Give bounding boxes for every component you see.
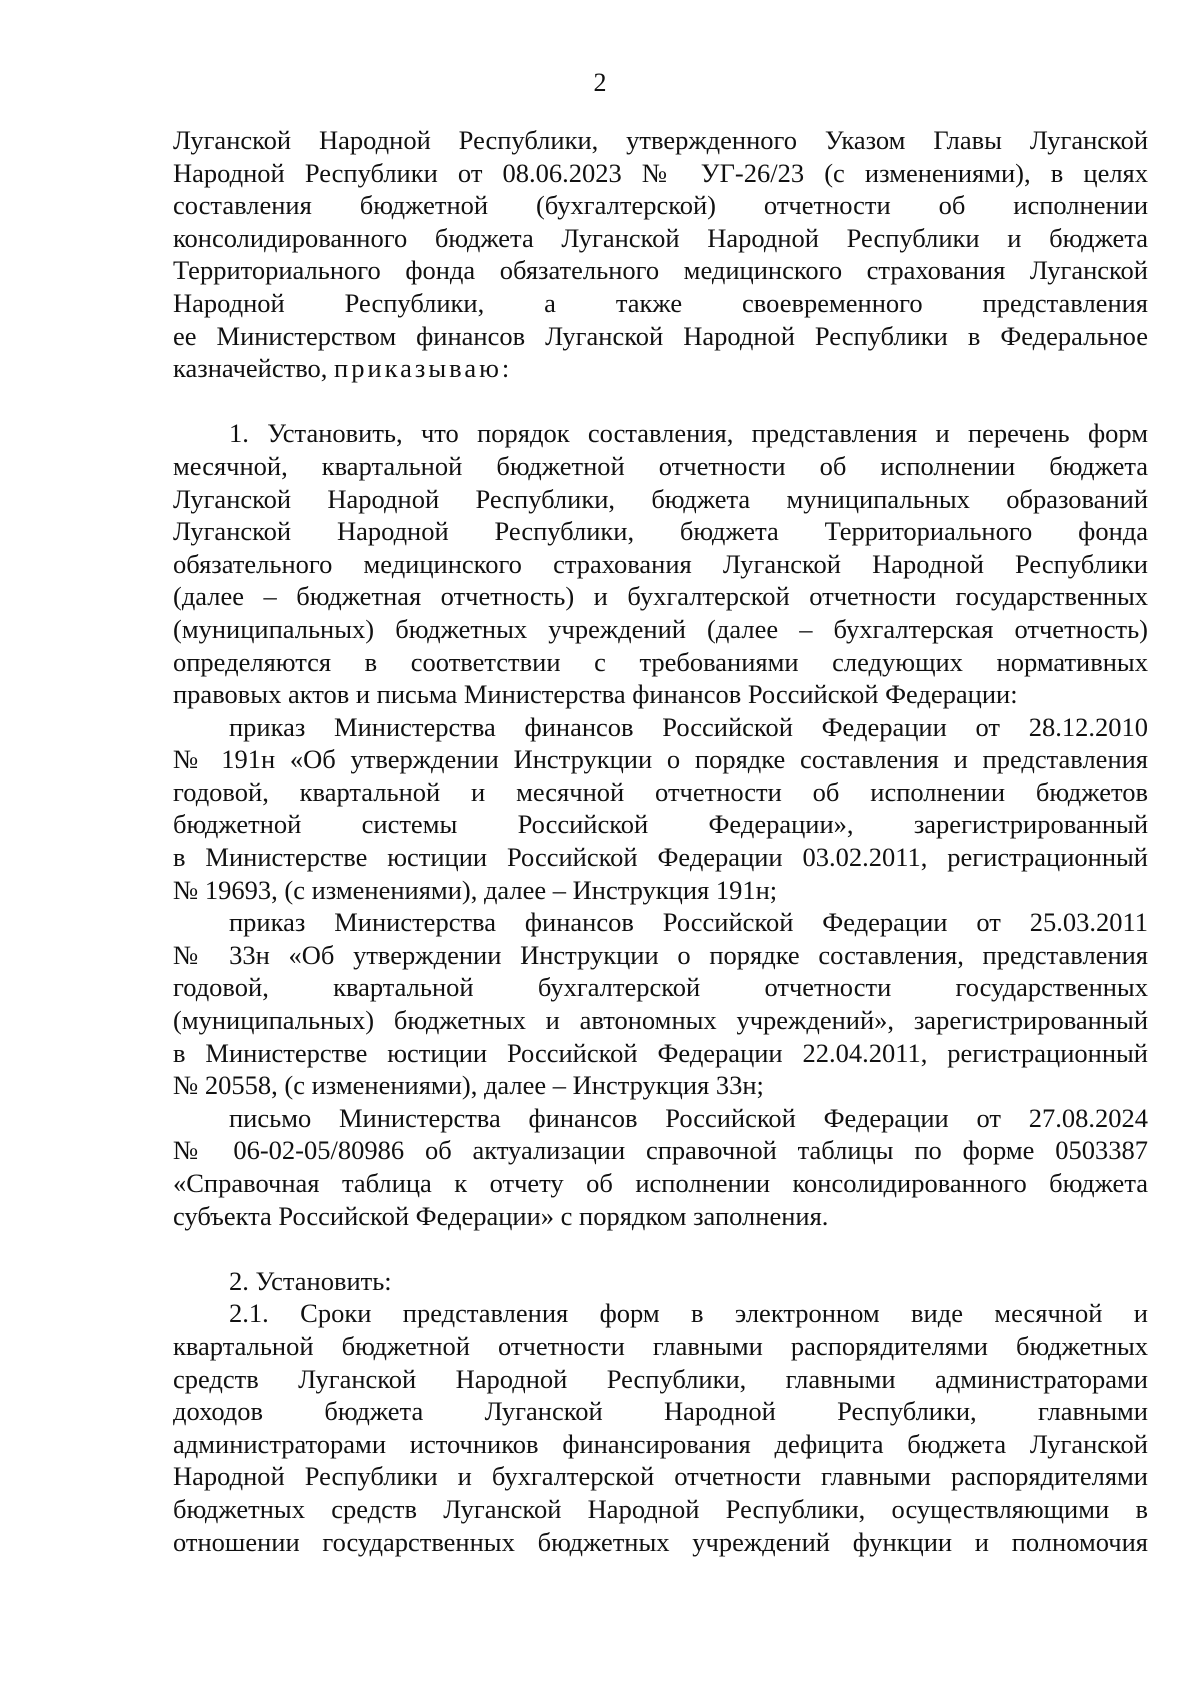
text-line: в Министерстве юстиции Российской Федерации 03.02.2011, регистрационный <box>173 842 1148 873</box>
text-line: Народной Республики и бухгалтерской отчетности главными распорядителями <box>173 1461 1148 1492</box>
text-line: (муниципальных) бюджетных учреждений (далее – бухгалтерская отчетность) <box>173 613 1148 644</box>
paragraph-item-1 <box>173 417 1148 710</box>
paragraph-gap <box>173 1232 1148 1265</box>
text-line: № 19693, (с изменениями), далее – Инструкция 191н; <box>173 874 778 905</box>
paragraph-preamble <box>173 124 1148 385</box>
text-line: «Справочная таблица к отчету об исполнении консолидированного бюджета <box>173 1168 1148 1198</box>
paragraph-item-2-1 <box>173 1297 1148 1558</box>
text-line: (муниципальных) бюджетных и автономных учреждений», зарегистрированный <box>173 1005 1148 1036</box>
text-line: 2.1. Сроки представления форм в электронном виде месячной и <box>229 1298 1148 1329</box>
text-line: бюджетной системы Российской Федерации», зарегистрированный <box>173 809 1148 840</box>
text-line: правовых актов и письма Министерства финансов Российской Федерации: <box>173 679 1018 710</box>
text-line: консолидированного бюджета Луганской Народной Республики и бюджета <box>173 222 1148 253</box>
text-line-last <box>173 352 1148 385</box>
text-line: письмо Министерства финансов Российской Федерации от 27.08.2024 <box>229 1102 1148 1133</box>
text-line: Луганской Народной Республики, бюджета муниципальных образований <box>173 483 1148 514</box>
text-line: отношении государственных бюджетных учреждений функции и полномочия <box>173 1526 1148 1557</box>
text-line: № 33н «Об утверждении Инструкции о порядке составления, представления <box>173 939 1148 970</box>
text-line: средств Луганской Народной Республики, главными администраторами <box>173 1363 1148 1394</box>
document-body <box>173 124 1148 1558</box>
text-line: составления бюджетной (бухгалтерской) отчетности об исполнении <box>173 190 1148 221</box>
text-line: 2. Установить: <box>229 1265 392 1296</box>
text-line: месячной, квартальной бюджетной отчетности об исполнении бюджета <box>173 450 1148 481</box>
text-line: квартальной бюджетной отчетности главными распорядителями бюджетных <box>173 1330 1148 1361</box>
text-line: в Министерстве юстиции Российской Федерации 22.04.2011, регистрационный <box>173 1037 1148 1068</box>
text-line: Луганской Народной Республики, бюджета Территориального фонда <box>173 516 1148 547</box>
text-line: приказ Министерства финансов Российской Федерации от 28.12.2010 <box>229 711 1148 742</box>
text-line: годовой, квартальной и месячной отчетности об исполнении бюджетов <box>173 776 1148 807</box>
text-line: Народной Республики от 08.06.2023 № УГ-26/23 (с изменениями), в целях <box>173 157 1148 188</box>
text-line: обязательного медицинского страхования Луганской Народной Республики <box>173 548 1148 579</box>
text-line: № 191н «Об утверждении Инструкции о порядке составления и представления <box>173 744 1148 775</box>
paragraph-order-33n <box>173 906 1148 1102</box>
text-line: Территориального фонда обязательного медицинского страхования Луганской <box>173 255 1148 286</box>
order-word: приказываю: <box>334 353 513 384</box>
paragraph-order-191n <box>173 711 1148 907</box>
text-line: № 06-02-05/80986 об актуализации справочной таблицы по форме 0503387 <box>173 1135 1148 1166</box>
text-line: бюджетных средств Луганской Народной Республики, осуществляющими в <box>173 1493 1148 1524</box>
text-line: 1. Установить, что порядок составления, представления и перечень форм <box>229 418 1148 449</box>
text-fragment: казначейство, <box>173 353 328 384</box>
text-line: Народной Республики, а также своевременного представления <box>173 287 1148 318</box>
text-line: годовой, квартальной бухгалтерской отчетности государственных <box>173 972 1148 1003</box>
text-line: Луганской Народной Республики, утвержденного Указом Главы Луганской <box>173 125 1148 155</box>
text-line: ее Министерством финансов Луганской Народной Республики в Федеральное <box>173 320 1148 351</box>
text-line: субъекта Российской Федерации» с порядком заполнения. <box>173 1200 829 1231</box>
text-line: доходов бюджета Луганской Народной Республики, главными <box>173 1396 1148 1427</box>
text-line: приказ Министерства финансов Российской Федерации от 25.03.2011 <box>229 907 1148 938</box>
text-line: № 20558, (с изменениями), далее – Инструкция 33н; <box>173 1070 764 1101</box>
paragraph-gap <box>173 385 1148 418</box>
paragraph-item-2 <box>173 1265 1148 1298</box>
paragraph-letter <box>173 1102 1148 1232</box>
page-number: 2 <box>593 68 607 97</box>
text-line: (далее – бюджетная отчетность) и бухгалтерской отчетности государственных <box>173 581 1148 612</box>
text-line: определяются в соответствии с требованиями следующих нормативных <box>173 646 1148 677</box>
text-line: администраторами источников финансирования дефицита бюджета Луганской <box>173 1428 1148 1459</box>
